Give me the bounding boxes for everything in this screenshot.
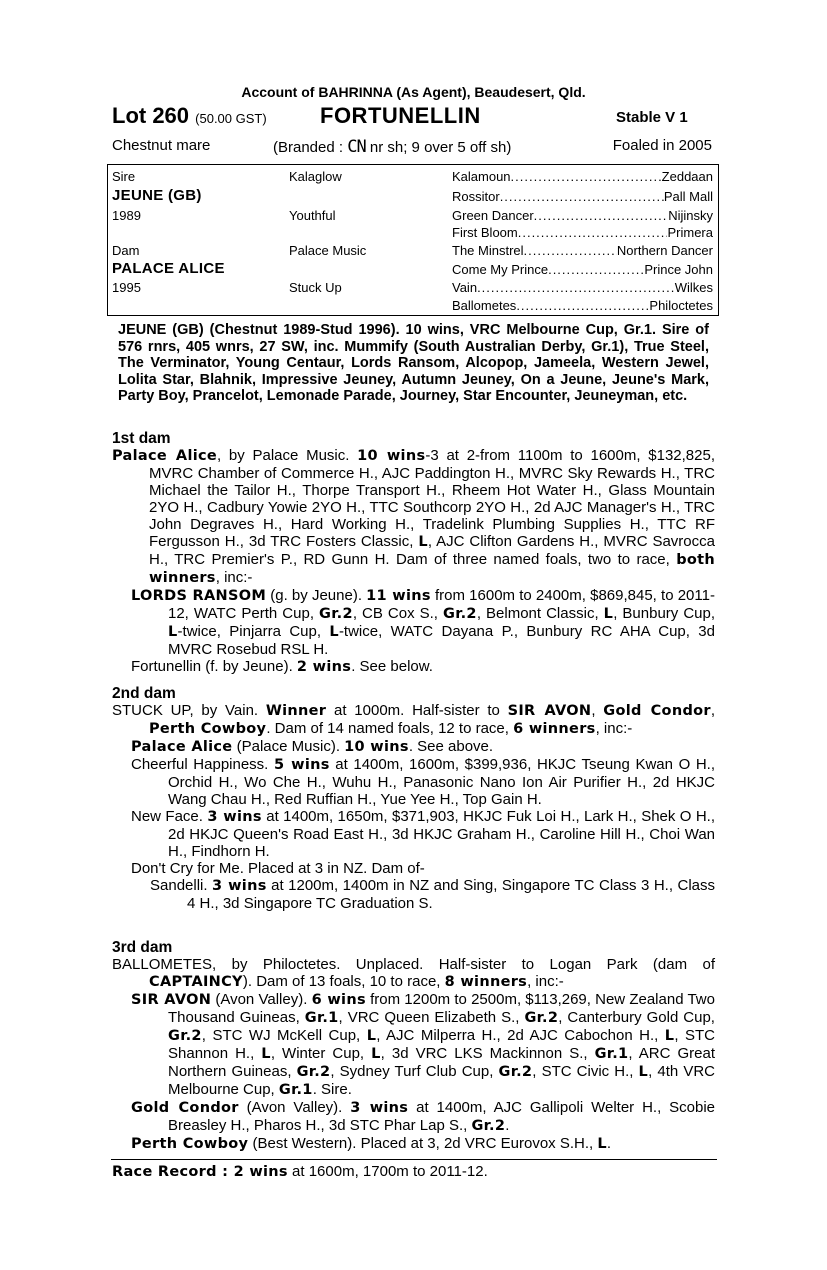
text-run: at 1400m, 1600m, $399,936, HKJC Tseung Kwan O H., Orchid H., Wo Che H., Wuhu H., Panasonic Nano Ion Air Purifier H., 2d HKJC Wang Chau H., Red Ruffian H., Yue Yee H., Top Gain H. [168, 756, 716, 808]
pedigree-table [107, 164, 719, 316]
pedigree-gen3-row [452, 189, 713, 204]
text-run: ). Dam of 13 foals, 10 to race, [242, 973, 445, 990]
race-record-detail: at 1600m, 1700m to 2011-12. [287, 1163, 488, 1180]
grand-progeny-entry [112, 877, 715, 912]
gen3-right: Primera [667, 225, 713, 240]
text-run: 3 wins [212, 878, 267, 894]
text-run: -twice, Pinjarra Cup, [177, 623, 330, 640]
text-run: from 1600m to 2400m, $869,845, to 2011-12, WATC Perth Cup, [168, 587, 715, 622]
pedigree-gen3-row [452, 169, 713, 184]
progeny-entry [112, 658, 715, 676]
text-run: . See above. [408, 738, 494, 755]
sire-year: 1989 [112, 208, 141, 223]
text-run: SIR AVON [131, 992, 212, 1008]
progeny-entry [112, 756, 715, 808]
text-run: Gr.2 [471, 1118, 506, 1134]
progeny-entry: Don't Cry for Me. Placed at 3 in NZ. Dam of- [131, 860, 425, 877]
dam-name: PALACE ALICE [112, 260, 225, 277]
text-run: Cheerful Happiness. [131, 756, 274, 773]
text-run: CAPTAINCY [149, 974, 243, 990]
text-run: . Sire. [312, 1081, 352, 1098]
text-run: (g. by Jeune). [266, 587, 367, 604]
text-run: . Dam of 14 named foals, 12 to race, [266, 720, 514, 737]
sire-name: JEUNE (GB) [112, 187, 202, 204]
text-run: BALLOMETES, by Philoctetes. Unplaced. Half-sister to Logan Park (dam of [112, 956, 715, 973]
section-heading: 3rd dam [112, 939, 173, 956]
text-run: 8 winners [444, 974, 528, 990]
text-run: , 3d VRC LKS Mackinnon S., [380, 1045, 595, 1062]
gen3-left: Vain [452, 280, 478, 295]
second-dam-section [112, 685, 715, 912]
text-run: 10 wins [344, 739, 409, 755]
text-run: 6 winners [513, 721, 596, 737]
text-run: Gr.2 [524, 1010, 559, 1026]
text-run: 5 wins [273, 757, 330, 773]
dam-year: 1995 [112, 280, 141, 295]
text-run: 3 wins [350, 1100, 409, 1116]
progeny-entry [112, 587, 715, 658]
text-run: , CB Cox S., [352, 605, 444, 622]
pedigree-gen3-row [452, 280, 713, 295]
gen3-left: The Minstrel [452, 243, 524, 258]
branded-suffix: nr sh; 9 over 5 off sh) [369, 139, 512, 156]
text-run: L [603, 606, 614, 622]
text-run: Perth Cowboy [149, 721, 267, 737]
text-run: L [638, 1064, 649, 1080]
pedigree-gen3-row [452, 208, 713, 223]
text-run: Fortunellin (f. by Jeune). [131, 658, 297, 675]
text-run: SIR AVON [507, 703, 592, 719]
horse-name: FORTUNELLIN [320, 103, 481, 128]
gen3-right: Philoctetes [649, 298, 713, 313]
text-run: , Belmont Classic, [476, 605, 604, 622]
text-run: L [366, 1028, 377, 1044]
third-dam-section [112, 939, 715, 1153]
gen3-right: Northern Dancer [616, 243, 713, 258]
text-run: . See below. [351, 658, 433, 675]
pedigree-gen3-row [452, 243, 713, 258]
gen3-right: Wilkes [674, 280, 713, 295]
text-run: 3 wins [207, 809, 262, 825]
sex-colour: Chestnut mare [112, 137, 211, 154]
text-run: L [597, 1136, 607, 1152]
race-record-wins: 2 wins [233, 1164, 288, 1180]
account-line: Account of BAHRINNA (As Agent), Beaudesert, Qld. [241, 84, 586, 100]
text-run: 2 wins [296, 659, 352, 675]
pedigree-gen3-row [452, 262, 713, 277]
stable-label: Stable V 1 [616, 109, 688, 126]
text-run: -3 at 2-from 1100m to 1600m, $132,825, MVRC Chamber of Commerce H., AJC Paddington H., MVRC Sky Rewards H., TRC Michael the Tailor H., Thorpe Transport H., Rheem Hot Water H., Glass Mountain 2YO H., Cadbury Yowie 2YO H., TTC Southcorp 2YO H., 2d AJC Manager's H., TRC John Degraves H., Hard Working H., Tradelink Plumbing Supplies H., TTC RF Fergusson H., 3d TRC Fosters Classic, [149, 447, 715, 550]
sire-label: Sire [112, 169, 136, 184]
progeny-entry [112, 808, 715, 860]
gen3-right: Prince John [644, 262, 713, 277]
text-run: Gold Condor [603, 703, 711, 719]
text-run: . [505, 1117, 510, 1134]
text-run: at 1200m, 1400m in NZ and Sing, Singapore TC Class 3 H., Class 4 H., 3d Singapore TC Graduation S. [187, 877, 715, 912]
text-run: Gr.2 [296, 1064, 331, 1080]
dam-entry [112, 702, 715, 738]
progeny-entry [112, 1099, 715, 1135]
text-run: Sandelli. [150, 877, 213, 894]
text-run: Gold Condor [131, 1100, 239, 1116]
foaled-year: Foaled in 2005 [612, 137, 712, 154]
progeny-entry [112, 738, 715, 756]
dam-sire: Palace Music [289, 243, 367, 258]
text-run: , inc:- [215, 569, 253, 586]
gen3-right: Nijinsky [668, 208, 713, 223]
text-run: , AJC Milperra H., 2d AJC Cabochon H., [376, 1027, 665, 1044]
dam-entry [112, 447, 715, 587]
race-record [112, 1163, 488, 1180]
text-run: L [371, 1046, 381, 1062]
dam-dam: Stuck Up [289, 280, 342, 295]
text-run: , by Palace Music. [217, 447, 358, 464]
gen3-left: First Bloom [452, 225, 518, 240]
text-run: at 1000m. Half-sister to [326, 702, 508, 719]
text-run: 6 wins [311, 992, 366, 1008]
text-run: both winners [149, 552, 715, 586]
gen3-left: Come My Prince [452, 262, 549, 277]
lot-number [112, 103, 267, 129]
text-run: , Sydney Turf Club Cup, [330, 1063, 499, 1080]
brand-mark: CN [347, 137, 366, 157]
section-heading: 2nd dam [112, 685, 176, 702]
text-run: , Winter Cup, [270, 1045, 372, 1062]
text-run: at 1400m, 1650m, $371,903, HKJC Fuk Loi H., Lark H., Shek O H., 2d HKJC Queen's Road East H., 3d HKJC Graham H., Caroline Hill H., Choi Wan H., Findhorn H. [168, 808, 716, 860]
gen3-left: Ballometes [452, 298, 517, 313]
text-run: L [418, 534, 428, 550]
sire-summary: JEUNE (GB) (Chestnut 1989-Stud 1996). 10 wins, VRC Melbourne Cup, Gr.1. Sire of 576 rnrs, 405 wnrs, 27 SW, inc. Mummify (South Australian Derby, Gr.1), True Steel, The Verminator, Young Centaur, Lords Ransom, Alcopop, Jameela, Western Jewel, Lolita Star, Blahnik, Impressive Jeuney, Autumn Jeuney, On a Jeune, Jeune's Mark, Party Boy, Prancelot, Lemonade Parade, Journey, Star Encounter, Jeuneyman, etc. [118, 322, 709, 404]
text-run: , STC Civic H., [532, 1063, 639, 1080]
text-run: Gr.2 [498, 1064, 533, 1080]
text-run: Winner [265, 703, 327, 719]
horse-name-bold: Palace Alice [112, 448, 218, 464]
text-run: Gr.2 [443, 606, 477, 622]
text-run: , [710, 702, 716, 719]
text-run: (Avon Valley). [211, 991, 312, 1008]
text-run: , VRC Queen Elizabeth S., [338, 1009, 525, 1026]
text-run: from 1200m to 2500m, $113,269, New Zealand Two Thousand Guineas, [168, 991, 715, 1026]
race-record-label: Race Record : [112, 1164, 234, 1180]
gen3-right: Pall Mall [663, 189, 713, 204]
divider-rule [111, 1159, 717, 1160]
text-run: , 4th VRC Melbourne Cup, [168, 1063, 715, 1098]
text-run: , Canterbury Gold Cup, [558, 1009, 715, 1026]
text-run: L [261, 1046, 271, 1062]
progeny-entry [112, 991, 715, 1099]
text-run: Gr.1 [304, 1010, 339, 1026]
progeny-entry [112, 1135, 715, 1153]
dam-entry [112, 956, 715, 991]
brand-info [273, 137, 511, 157]
text-run: (Avon Valley). [238, 1099, 351, 1116]
gen3-right: Zeddaan [661, 169, 713, 184]
sire-dam: Youthful [289, 208, 336, 223]
text-run: Gr.2 [168, 1028, 202, 1044]
pedigree-gen3-row [452, 225, 713, 240]
text-run: , STC Shannon H., [168, 1027, 715, 1062]
text-run: -twice, WATC Dayana P., Bunbury RC AHA Cup, 3d MVRC Rosebud RSL H. [168, 623, 715, 658]
branded-prefix: (Branded : [273, 139, 344, 156]
text-run: 10 wins [357, 448, 426, 464]
lot-gst: (50.00 GST) [195, 111, 267, 126]
pedigree-gen3-row [452, 298, 713, 313]
sire-sire: Kalaglow [289, 169, 342, 184]
text-run: . [606, 1135, 612, 1152]
gen3-left: Green Dancer [452, 208, 534, 223]
text-run: , inc:- [595, 720, 633, 737]
gen3-left: Kalamoun [452, 169, 511, 184]
text-run: Gr.1 [594, 1046, 629, 1062]
text-run: , [591, 702, 604, 719]
text-run: , inc:- [527, 973, 564, 990]
lot-label: Lot 260 [112, 103, 190, 128]
text-run: STUCK UP, by Vain. [112, 702, 266, 719]
dam-label: Dam [112, 243, 140, 258]
text-run: (Best Western). Placed at 3, 2d VRC Eurovox S.H., [248, 1135, 598, 1152]
text-run: , AJC Clifton Gardens H., MVRC Savrocca H., TRC Premier's P., RD Gunn H. Dam of three named foals, two to race, [149, 533, 715, 568]
text-run: Gr.1 [278, 1082, 313, 1098]
text-run: Palace Alice [131, 739, 233, 755]
horse-name-bold: LORDS RANSOM [131, 588, 267, 604]
gen3-left: Rossitor [452, 189, 500, 204]
text-run: 11 wins [366, 588, 431, 604]
text-run: Gr.2 [319, 606, 353, 622]
text-run: , STC WJ McKell Cup, [201, 1027, 367, 1044]
text-run: L [664, 1028, 675, 1044]
text-run: , Bunbury Cup, [613, 605, 716, 622]
text-run: L [168, 624, 178, 640]
text-run: L [329, 624, 339, 640]
text-run: , ARC Great Northern Guineas, [168, 1045, 715, 1080]
text-run: Perth Cowboy [131, 1136, 249, 1152]
section-heading: 1st dam [112, 430, 171, 447]
text-run: New Face. [131, 808, 208, 825]
text-run: (Palace Music). [232, 738, 345, 755]
first-dam-section [112, 430, 715, 676]
text-run: at 1400m, AJC Gallipoli Welter H., Scobie Breasley H., Pharos H., 3d STC Phar Lap S., [168, 1099, 715, 1134]
